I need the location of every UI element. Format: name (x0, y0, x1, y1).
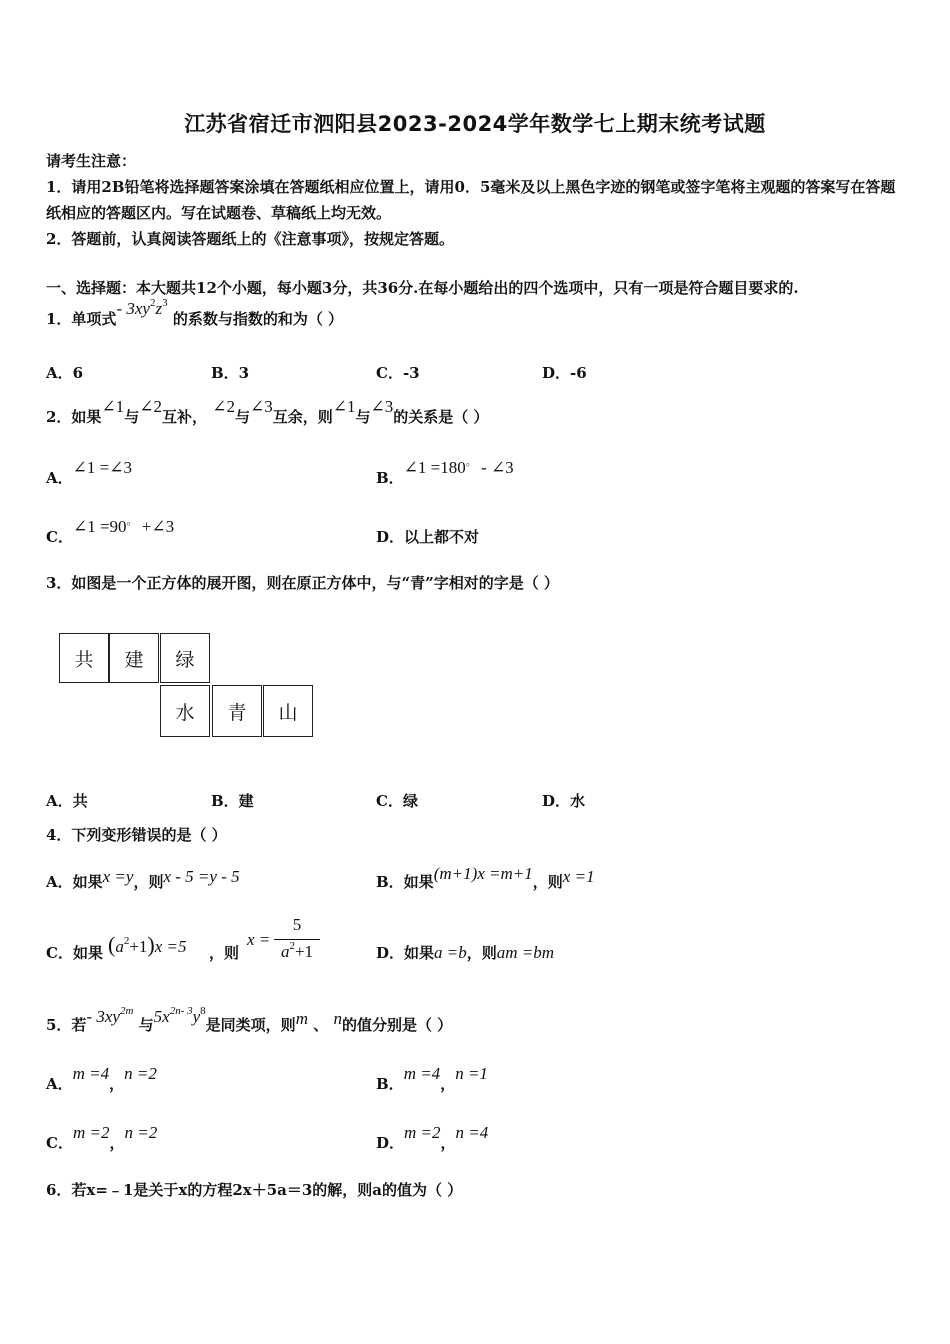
section-heading: 一、选择题：本大题共12个小题，每小题3分，共36分.在每小题给出的四个选项中，只有一项是符合题目要求的. (46, 279, 799, 297)
notice-block (46, 148, 906, 252)
net-cell-4: 水 (160, 685, 210, 737)
q4-option-c-mid: ，则 (209, 944, 240, 962)
q1-option-a[interactable]: A．6 (46, 364, 84, 382)
q4-option-c-lhs: x = (247, 930, 271, 949)
q4-option-c-fraction-bar (274, 939, 320, 940)
q1-suffix: 的系数与指数的和为（ ） (172, 310, 344, 328)
question-6: 6．若x=﹣1是关于x的方程2x＋5a＝3的解，则a的值为（ ） (46, 1181, 463, 1199)
q4-option-a[interactable]: A．如果x =y，则x - 5 =y - 5 (46, 867, 240, 891)
question-4: 4．下列变形错误的是（ ） (46, 826, 227, 844)
q4-option-b[interactable]: B．如果(m+1)x =m+1，则x =1 (376, 864, 595, 891)
notice-item-2: 2．答题前，认真阅读答题纸上的《注意事项》，按规定答题。 (46, 230, 454, 248)
q2-option-d[interactable]: D．以上都不对 (376, 528, 480, 546)
q5-option-b[interactable]: B．m =4，n =1 (376, 1064, 488, 1093)
net-cell-3: 绿 (160, 633, 210, 683)
q2-option-c[interactable]: C．∠1 =90。 +∠3 (46, 515, 175, 546)
q3-option-b[interactable]: B．建 (211, 792, 254, 810)
q1-prefix: 1．单项式 (46, 310, 117, 328)
question-5: 5．若- $3xy^{2m}$ 与$5x^{2n- 3}y^8$是同类项，则m 、 n的值分别是（ ） (46, 1005, 453, 1034)
q2-option-a[interactable]: A．∠1 =∠3 (46, 458, 132, 487)
net-cell-6: 山 (263, 685, 313, 737)
q4-option-c-label[interactable]: C．如果 (46, 944, 103, 962)
q4-option-d[interactable]: D．如果a =b，则am =bm (376, 943, 555, 962)
q3-option-a[interactable]: A．共 (46, 792, 88, 810)
q1-expression: - $3xy^2z^3$ (116, 297, 168, 318)
question-2: 2．如果∠1与∠2互补， ∠2与∠3互余，则∠1与∠3的关系是（ ） (46, 397, 489, 426)
page-title: 江苏省宿迁市泗阳县2023-2024学年数学七上期末统考试题 (184, 112, 766, 136)
q3-option-d[interactable]: D．水 (542, 792, 586, 810)
net-cell-2: 建 (109, 633, 159, 683)
question-3: 3．如图是一个正方体的展开图，则在原正方体中，与“青”字相对的字是（ ） (46, 574, 559, 592)
q1-option-b[interactable]: B．3 (211, 364, 250, 382)
q5-option-c[interactable]: C．m =2，n =2 (46, 1123, 158, 1152)
net-cell-5: 青 (212, 685, 262, 737)
q5-option-a[interactable]: A．m =4，n =2 (46, 1064, 157, 1093)
q1-option-c[interactable]: C．-3 (376, 364, 420, 382)
q4-option-c-denominator: $a^2+1$ (280, 940, 314, 961)
q3-option-c[interactable]: C．绿 (376, 792, 418, 810)
q2-option-b[interactable]: B．∠1 =180。 - ∠3 (376, 456, 514, 487)
q4-option-c-numerator: 5 (292, 915, 302, 934)
q4-option-c-condition: $(a^2+1)x =5$ (108, 932, 187, 957)
cube-net-figure (59, 633, 315, 737)
notice-heading: 请考生注意： (46, 152, 137, 170)
q5-option-d[interactable]: D．m =2，n =4 (376, 1123, 489, 1152)
q1-option-d[interactable]: D．-6 (542, 364, 587, 382)
notice-item-1: 1．请用2B铅笔将选择题答案涂填在答题纸相应位置上，请用0．5毫米及以上黑色字迹的钢笔或签字笔将主观题的答案写在答题纸相应的答题区内。写在试题卷、草稿纸上均无效。 (46, 178, 896, 222)
net-cell-1: 共 (59, 633, 109, 683)
question-1 (46, 297, 344, 329)
